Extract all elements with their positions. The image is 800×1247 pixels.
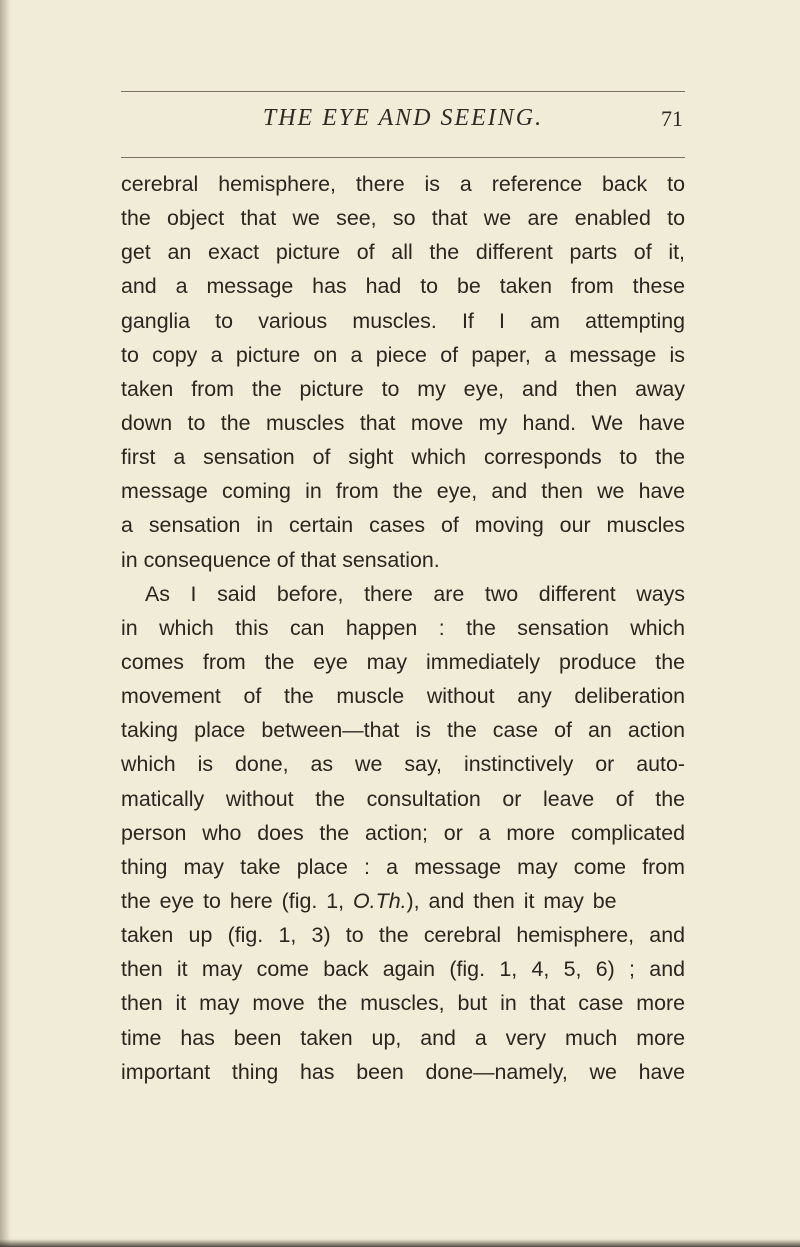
page-bottom-edge	[0, 1239, 800, 1247]
text-line: and a message has had to be taken from these	[121, 274, 685, 299]
header-rule-bottom	[121, 157, 685, 158]
text-line: thing may take place : a message may come from	[121, 854, 685, 879]
text-line: in consequence of that sensation.	[121, 547, 440, 572]
text-line: important thing has been done—namely, we have	[121, 1059, 685, 1084]
text-line: which is done, as we say, instinctively or auto-	[121, 752, 685, 777]
text-line: a sensation in certain cases of moving our muscles	[121, 513, 685, 538]
text-line: the object that we see, so that we are enabled to	[121, 206, 685, 231]
text-line: person who does the action; or a more complicated	[121, 820, 685, 845]
text-line: then it may come back again (fig. 1, 4, 5, 6) ; and	[121, 957, 685, 982]
text-line: ganglia to various muscles. If I am attempting	[121, 308, 685, 333]
text-line: get an exact picture of all the different parts of it,	[121, 240, 685, 265]
header-rule-top	[121, 91, 685, 92]
text-line-with-figure-ref	[121, 884, 685, 918]
running-head-title: THE EYE AND SEEING.	[262, 105, 544, 131]
body-text	[121, 167, 685, 1089]
text-line: first a sensation of sight which corresponds to the	[121, 445, 685, 470]
text-line: taken up (fig. 1, 3) to the cerebral hemisphere, and	[121, 923, 685, 948]
text-line: As I said before, there are two different ways	[145, 581, 685, 606]
text-line: movement of the muscle without any deliberation	[121, 684, 685, 709]
text-line: taken from the picture to my eye, and then away	[121, 376, 685, 401]
page-number: 71	[661, 106, 683, 131]
text-line: cerebral hemisphere, there is a reference back to	[121, 172, 685, 196]
text-segment: the eye to here (fig. 1,	[121, 888, 354, 913]
text-line: down to the muscles that move my hand. We have	[121, 410, 685, 435]
running-head	[121, 105, 685, 139]
text-line: message coming in from the eye, and then we have	[121, 479, 685, 504]
text-line: comes from the eye may immediately produce the	[121, 649, 685, 674]
text-segment: ), and then it may be	[406, 888, 617, 913]
text-line: taking place between—that is the case of an action	[121, 718, 685, 743]
figure-label-italic: O.Th.	[353, 888, 407, 913]
text-line: to copy a picture on a piece of paper, a message is	[121, 342, 685, 367]
text-line: time has been taken up, and a very much more	[121, 1025, 685, 1050]
text-line: matically without the consultation or leave of the	[121, 786, 685, 811]
text-line: then it may move the muscles, but in that case more	[121, 991, 685, 1016]
text-line: in which this can happen : the sensation which	[121, 615, 685, 640]
page-binding-edge	[0, 0, 10, 1247]
